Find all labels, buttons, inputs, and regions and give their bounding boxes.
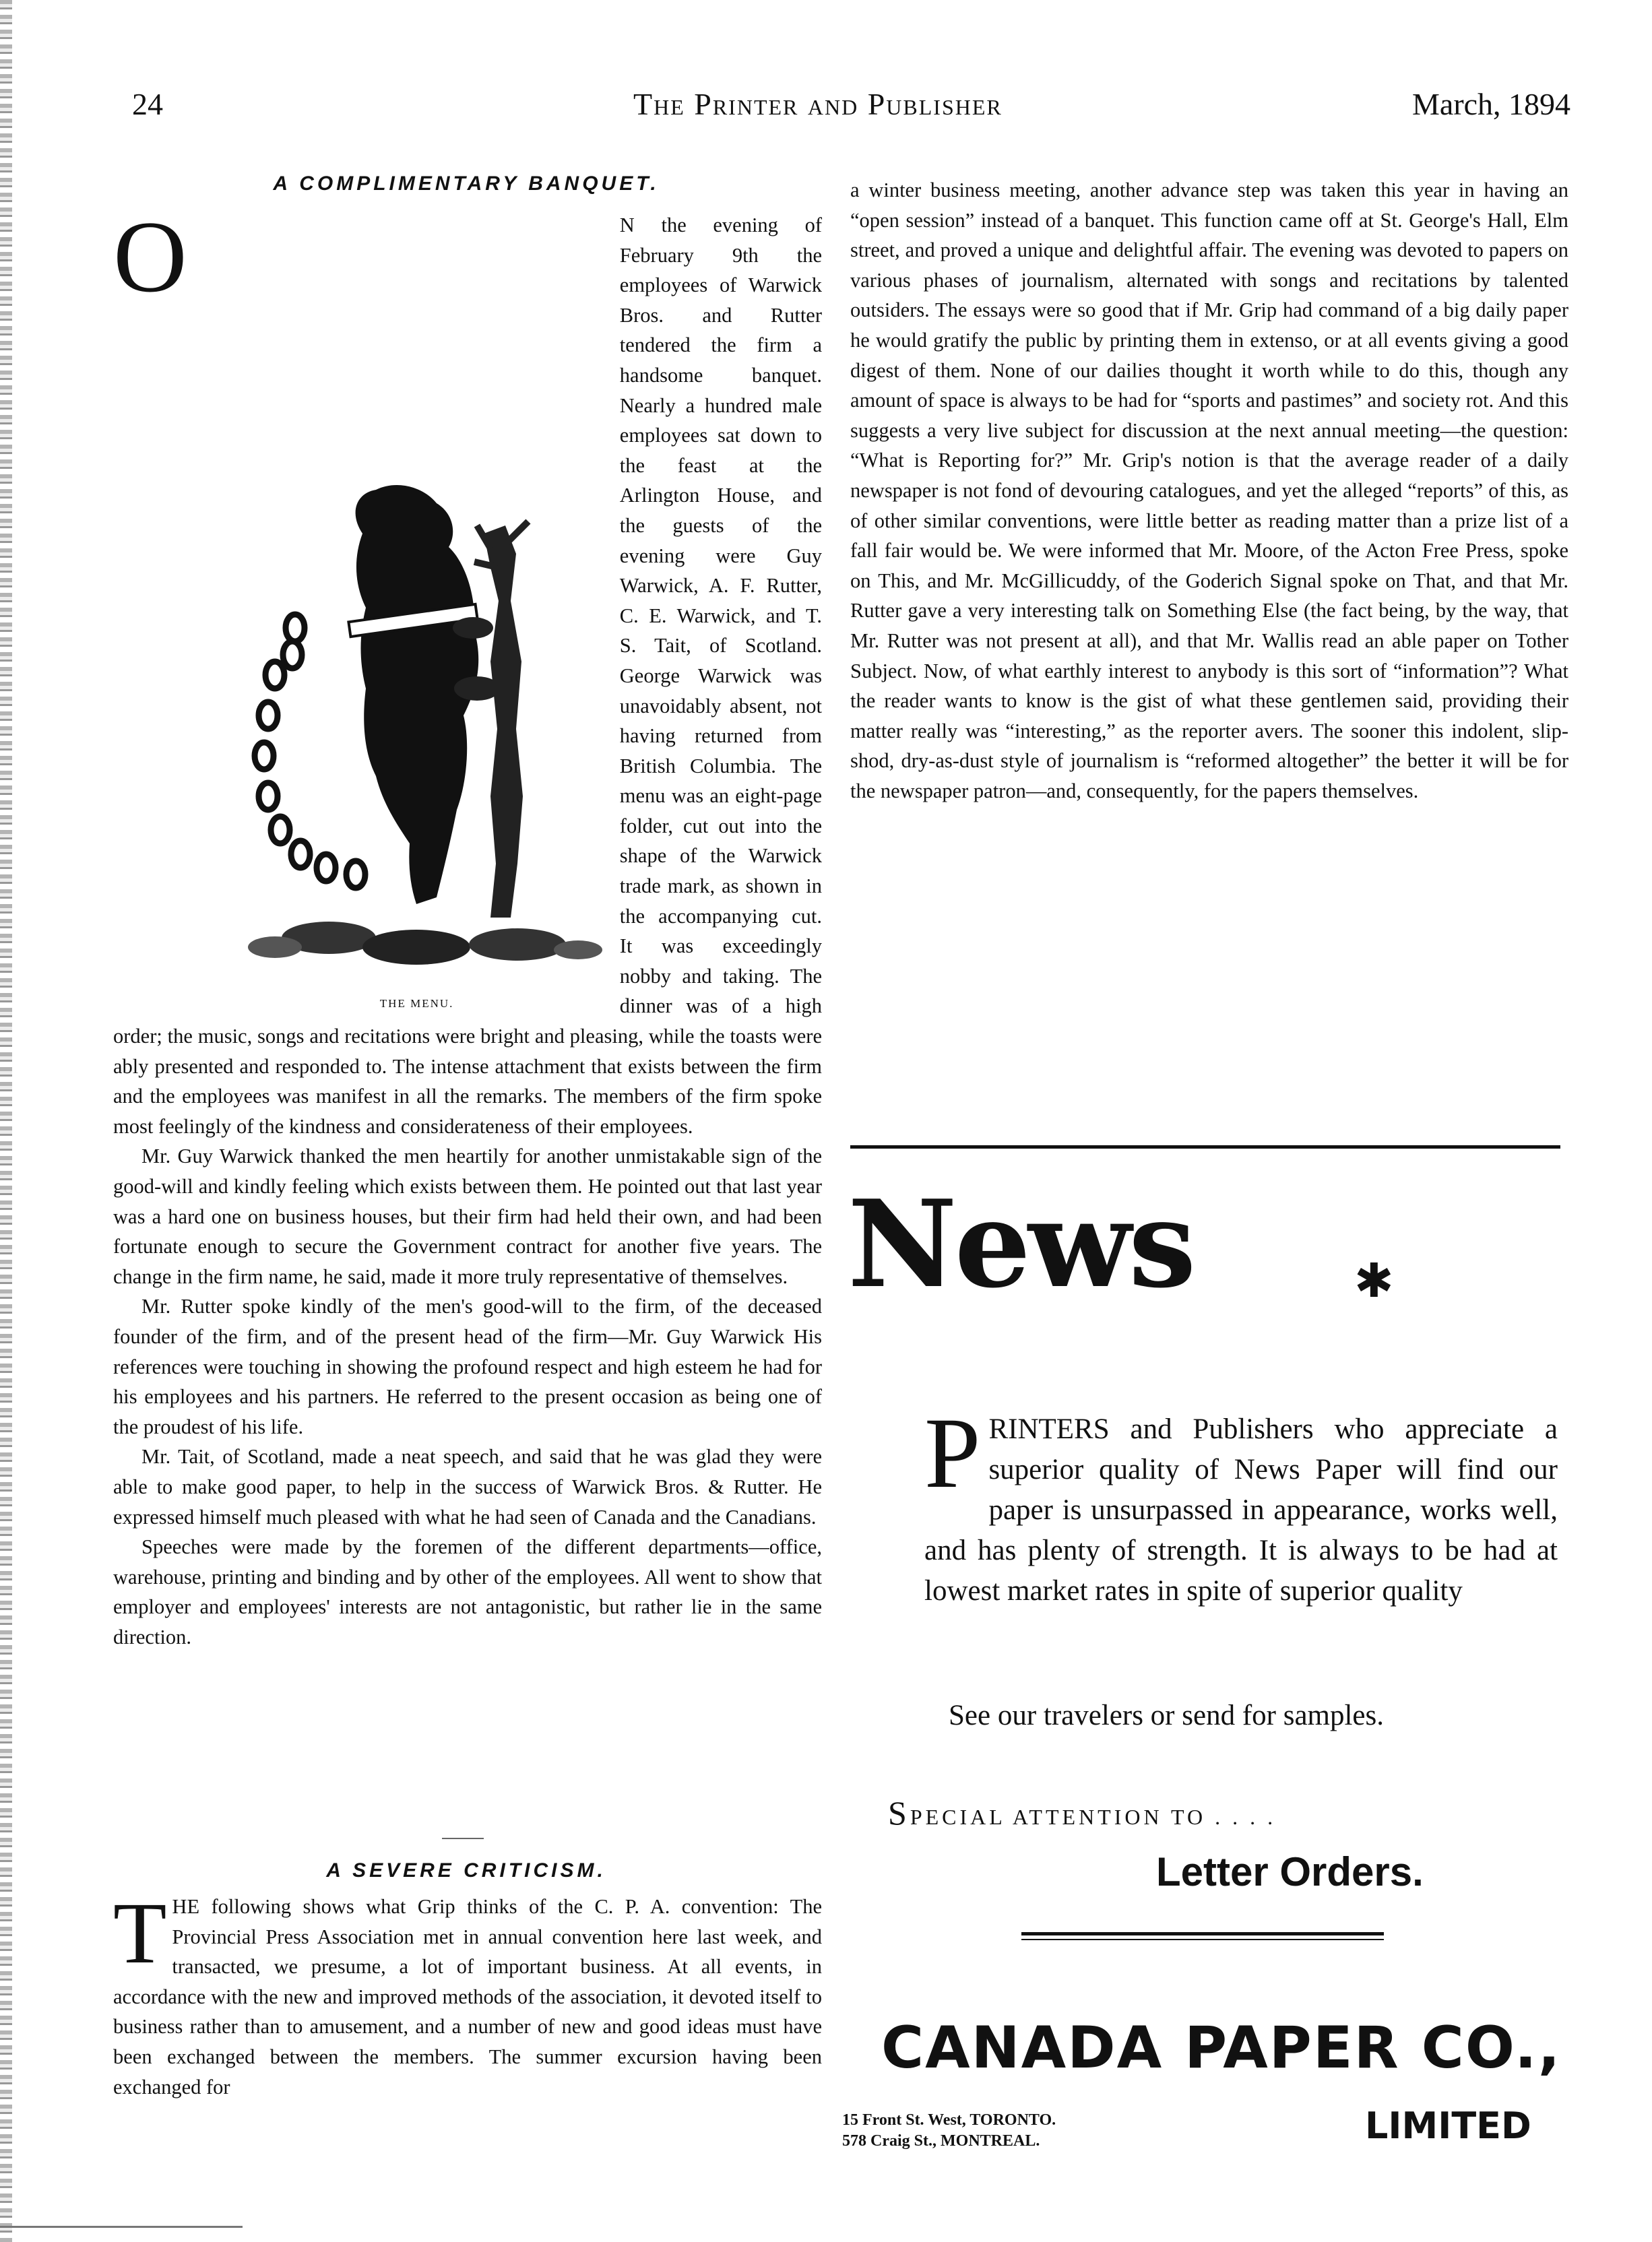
article-complimentary-banquet <box>113 200 822 1653</box>
article-severe-criticism-left <box>113 1885 822 2102</box>
banquet-paragraph-4: Mr. Tait, of Scotland, made a neat speech, and said that he was glad they were able to make good paper, to help in the success of Warwick Bros. & Rutter. He expressed himself much pleased with what he had seen of Canada and the Canadians. <box>113 1445 822 1529</box>
advert-mid-rule-thin <box>1021 1939 1384 1940</box>
advert-limited: LIMITED <box>1365 2105 1531 2147</box>
special-initial: S <box>888 1794 910 1832</box>
advert-samples-line: See our travelers or send for samples. <box>949 1700 1384 1731</box>
advert-bigcap-p: P <box>924 1397 981 1509</box>
advert-body-text: RINTERS and Publishers who appreciate a superior quality of News Paper will find our paper is unsurpassed in appearance, works well, and has plenty of strength. It is always to be had at lowest market rates in spite of superior quality <box>924 1413 1558 1607</box>
banquet-paragraph-1 <box>113 200 822 1141</box>
dropcap-t: T <box>113 1885 167 1982</box>
criticism-text-left: HE following shows what Grip thinks of the C. P. A. convention: The Provincial Press Association met in annual convention here last week, and transacted, we presume, a lot of important business. At all events, in accordance with the new and improved methods of the association, it devoted itself to business rather than to amusement, and a number of new and good ideas must have been exchanged between the members. The summer excursion having been exchanged for <box>113 1895 822 2099</box>
advert-letter-orders: Letter Orders. <box>1156 1849 1424 1894</box>
dropcap-o: O <box>113 200 187 313</box>
advert-body <box>924 1397 1558 1611</box>
issue-date: March, 1894 <box>1412 87 1571 121</box>
advert-addresses <box>842 2110 1056 2152</box>
advert-top-rule <box>850 1145 1560 1149</box>
bottom-scan-line <box>0 2226 243 2228</box>
banquet-paragraph-1-text: N the evening of February 9th the employees of Warwick Bros. and Rutter tendered the firm a handsome banquet. Nearly a hundred male employees sat down to the feast at the Arlington House, and the guests of the evening were Guy Warwick, A. F. Rutter, C. E. Warwick, and T. S. Tait, of Scotland. George Warwick was unavoidably absent, not having returned from British Columbia. The menu was an eight-page folder, cut out into the shape of the Warwick trade mark, as shown in the accompanying cut. It was exceedingly nobby and taking. The dinner was of a high order; the music, songs and recitations were bright and pleasing, while the toasts were ably presented and responded to. The intense attachment that exists between the firm and the employees was manifest in all the remarks. The members of the firm spoke most feelingly of the kindness and considerateness of their employees. <box>113 214 822 1138</box>
advert-special-attention <box>888 1793 1276 1832</box>
advert-mid-rule <box>1021 1932 1384 1935</box>
headline-complimentary-banquet: A COMPLIMENTARY BANQUET. <box>273 172 660 195</box>
banquet-paragraph-2: Mr. Guy Warwick thanked the men heartily for another unmistakable sign of the good-will and kindly feeling which exists between them. He pointed out that last year was a hard one on business houses, but their firm had held their own, and had been fortunate enough to secure the Government contract for another five years. The change in the firm name, he said, made it more truly representative of themselves. <box>113 1145 822 1288</box>
special-rest: PECIAL ATTENTION TO . . . . <box>910 1805 1277 1829</box>
address-toronto: 15 Front St. West, TORONTO. <box>842 2111 1056 2129</box>
headline-severe-criticism: A SEVERE CRITICISM. <box>326 1859 606 1882</box>
figure-caption: THE MENU. <box>379 997 454 1010</box>
advert-company-name: CANADA PAPER CO., <box>881 2014 1562 2082</box>
banquet-paragraph-3: Mr. Rutter spoke kindly of the men's good-will to the firm, of the deceased founder of the firm, and of the present head of the firm—Mr. Guy Warwick His references were touching in showing the profound respect and high esteem he had for his employees and his partners. He referred to the present occasion as being one of the proudest of his life. <box>113 1295 822 1438</box>
criticism-text-right: a winter business meeting, another advance step was taken this year in having an “open session” instead of a banquet. This function came off at St. George's Hall, Elm street, and proved a unique and delightful affair. The evening was devoted to papers on various phases of journalism, alternated with songs and recitations by talented outsiders. The essays were so good that if Mr. Grip had command of a big daily paper he would gratify the public by printing them in extenso, or at all events giving a good digest of them. None of our dailies thought it worth while to do this, though any amount of space is always to be had for “sports and pastimes” and society rot. And this suggests a very live subject for discussion at the next annual meeting—the question: “What is Reporting for?” Mr. Grip's notion is that the average reader of a daily newspaper is not fond of devouring catalogues, and yet the alleged “reports” of this, as of other similar conventions, were little better as reading matter than a prize list of a fall fair would be. We were informed that Mr. Moore, of the Acton Free Press, spoke on This, and Mr. McGillicuddy, of the Goderich Signal spoke on That, and that Mr. Rutter gave a very interesting talk on Something Else (the fact being, by the way, that Mr. Rutter was not present at all), and that Mr. Wallis read an able paper on Tother Subject. Now, of what earthly interest to anybody is this sort of “information”? What the reader wants to know is the gist of what these gentlemen said, providing their matter really was “interesting,” as the reporter avers. The sooner this indolent, slip-shod, dry-as-dust style of journalism is “reformed altogether” the better it will be for the newspaper patron—and, consequently, for the papers themselves. <box>850 179 1568 802</box>
address-montreal: 578 Craig St., MONTREAL. <box>842 2132 1040 2150</box>
article-severe-criticism-right <box>850 175 1568 806</box>
article-divider <box>442 1838 484 1839</box>
bear-illustration <box>194 311 612 985</box>
banquet-paragraph-5: Speeches were made by the foremen of the different departments—office, warehouse, printing and binding and by other of the employees. All went to show that employer and employees' interests are not antagonistic, but rather lie in the same direction. <box>113 1535 822 1648</box>
running-title: The Printer and Publisher <box>633 87 1003 121</box>
menu-figure <box>194 311 612 1008</box>
advert-title-news: News <box>848 1174 1194 1314</box>
page-number: 24 <box>132 87 163 121</box>
scan-edge <box>0 0 12 2242</box>
ornament-asterisk-icon: ✱ <box>1354 1256 1394 1308</box>
